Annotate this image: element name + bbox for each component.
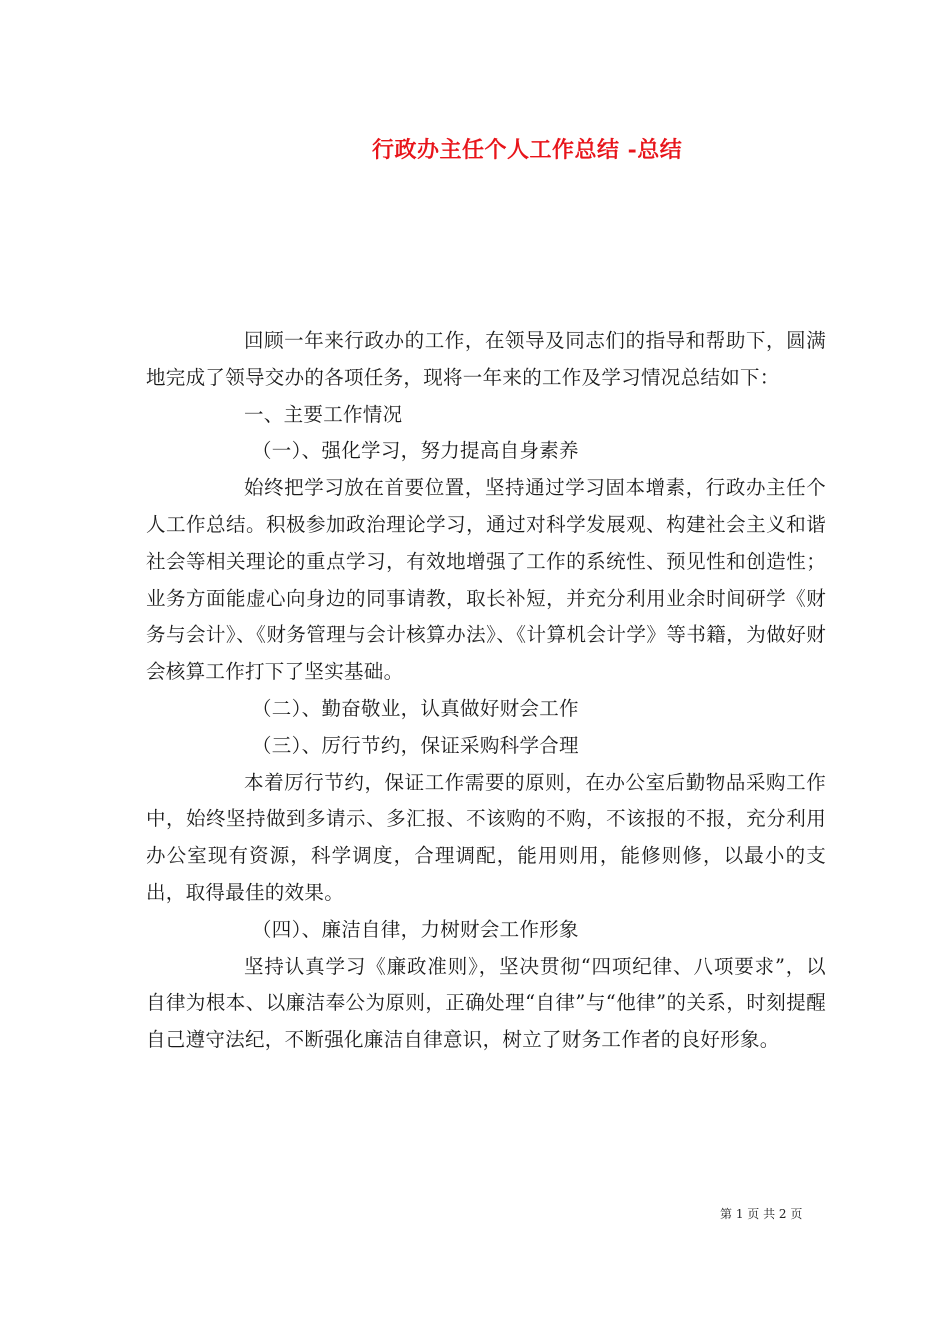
paragraph-study: 始终把学习放在首要位置，坚持通过学习固本增素，行政办主任个人工作总结。积极参加政治理论学习，通过对科学发展观、构建社会主义和谐社会等相关理论的重点学习，有效地增强了工作的系统性、预见性和创造性；业务方面能虚心向身边的同事请教，取长补短，并充分利用业余时间研学《财务与会计》、《财务管理与会计核算办法》、《计算机会计学》等书籍，为做好财会核算工作打下了坚实基础。 bbox=[146, 476, 826, 684]
subsection-heading-procurement: （三）、厉行节约，保证采购科学合理 bbox=[252, 733, 579, 757]
document-title: 行政办主任个人工作总结 -总结 bbox=[372, 137, 683, 163]
document-body bbox=[146, 323, 826, 1059]
subsection-heading-accounting: （二）、勤奋敬业，认真做好财会工作 bbox=[252, 696, 579, 720]
paragraph-integrity: 坚持认真学习《廉政准则》，坚决贯彻“四项纪律、八项要求”，以自律为根本、以廉洁奉公为原则，正确处理“自律”与“他律”的关系，时刻提醒自己遵守法纪，不断强化廉洁自律意识，树立了财务工作者的良好形象。 bbox=[146, 954, 826, 1052]
subsection-heading-integrity: （四）、廉洁自律，力树财会工作形象 bbox=[252, 917, 579, 941]
subsection-heading-study: （一）、强化学习，努力提高自身素养 bbox=[252, 439, 579, 463]
page-number-footer: 第 1 页 共 2 页 bbox=[720, 1207, 803, 1221]
section-heading-main-work: 一、主要工作情况 bbox=[244, 402, 403, 426]
paragraph-procurement: 本着厉行节约，保证工作需要的原则，在办公室后勤物品采购工作中，始终坚持做到多请示、多汇报、不该购的不购，不该报的不报，充分利用办公室现有资源，科学调度，合理调配，能用则用，能修则修，以最小的支出，取得最佳的效果。 bbox=[146, 770, 826, 904]
intro-paragraph: 回顾一年来行政办的工作，在领导及同志们的指导和帮助下，圆满地完成了领导交办的各项任务，现将一年来的工作及学习情况总结如下： bbox=[146, 329, 826, 389]
